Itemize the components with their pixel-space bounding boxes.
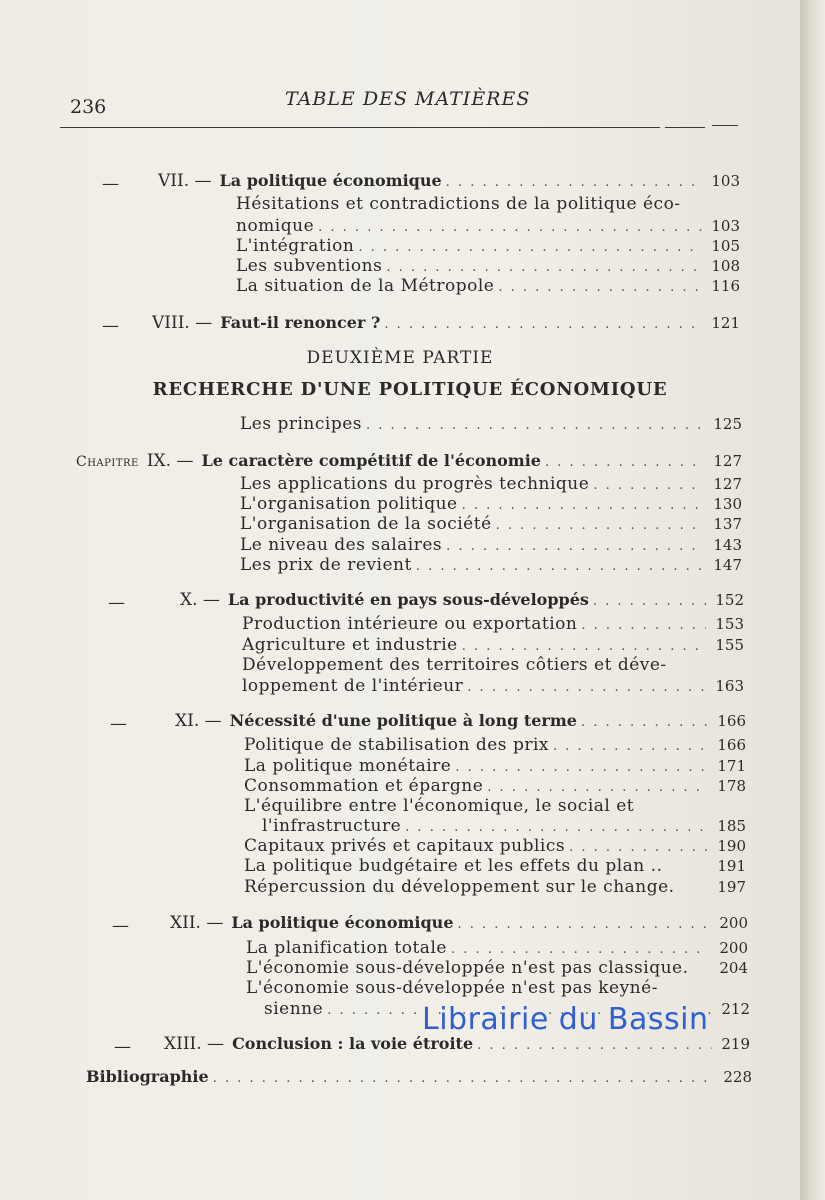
- entry-title: l'infrastructure: [262, 816, 402, 836]
- chapter-number: XIII. —: [164, 1034, 225, 1054]
- toc-entry: [236, 275, 740, 297]
- entry-title: La planification totale: [246, 938, 447, 958]
- page-ref: 191: [717, 857, 746, 875]
- entry-title: Politique de stabilisation des prix: [244, 735, 549, 755]
- page-ref: 200: [719, 914, 748, 932]
- toc-entry: [244, 775, 746, 797]
- toc-bibliography: [86, 1066, 752, 1088]
- chapter-dash: —: [102, 174, 119, 194]
- dot-leader: [213, 1068, 714, 1090]
- toc-chapter-viii: [152, 312, 740, 334]
- page-ref: 204: [719, 959, 748, 977]
- chapter-dash: —: [110, 714, 127, 734]
- dot-leader: [545, 452, 704, 474]
- chapter-dash: —: [102, 316, 119, 336]
- chapter-title: Nécessité d'une politique à long terme: [229, 711, 577, 730]
- chapter-dash: —: [112, 916, 129, 936]
- part-title: RECHERCHE D'UNE POLITIQUE ÉCONOMIQUE: [152, 379, 668, 400]
- chapter-number: XI. —: [175, 711, 222, 731]
- entry-title: Capitaux privés et capitaux publics: [244, 836, 566, 856]
- chapter-number: XII. —: [170, 913, 224, 933]
- page-ref: 219: [721, 1035, 750, 1053]
- page-ref: 190: [717, 837, 746, 855]
- toc-entry: [240, 473, 742, 495]
- entry-title: nomique: [236, 216, 315, 236]
- header-rule-segment: [665, 127, 705, 128]
- entry-title: L'organisation de la société: [240, 514, 492, 534]
- toc-chapter-xi: [175, 710, 746, 732]
- page-ref: 103: [711, 217, 740, 235]
- toc-chapter-vii: [158, 170, 740, 192]
- dot-leader: [416, 556, 704, 578]
- page-ref: 197: [717, 878, 746, 896]
- toc-entry-line1: [246, 977, 748, 999]
- toc-entry: [242, 675, 744, 697]
- toc-entry: [242, 613, 744, 635]
- header-rule: [60, 127, 660, 128]
- entry-title: La situation de la Métropole: [236, 276, 495, 296]
- page-ref: 200: [719, 939, 748, 957]
- chapter-number: VII. —: [158, 171, 212, 191]
- toc-chapter-ix: [76, 450, 742, 472]
- toc-chapter-xii: [170, 912, 748, 934]
- chapter-label: Chapitre: [76, 454, 139, 470]
- page-ref: 212: [721, 1000, 750, 1018]
- dot-leader: [467, 677, 706, 699]
- toc-entry: [244, 734, 746, 756]
- chapter-title: Faut-il renoncer ?: [220, 313, 381, 332]
- page-ref: 166: [717, 736, 746, 754]
- page-ref: 185: [717, 817, 746, 835]
- dot-leader: [593, 591, 706, 613]
- watermark: Librairie du Bassin: [422, 1002, 709, 1037]
- entry-title: Le niveau des salaires: [240, 535, 443, 555]
- running-head: [0, 88, 800, 118]
- page-number: 236: [70, 96, 107, 118]
- page-ref: 121: [711, 314, 740, 332]
- entry-title-line1: Développement des territoires côtiers et déve-: [242, 655, 667, 675]
- toc-entry: [262, 815, 746, 837]
- toc-entry: [244, 855, 746, 877]
- toc-entry: [244, 835, 746, 857]
- bibliography-title: Bibliographie: [86, 1067, 209, 1086]
- chapter-title: Le caractère compétitif de l'économie: [201, 451, 541, 470]
- entry-title: L'intégration: [236, 236, 355, 256]
- chapter-title: Conclusion : la voie étroite: [232, 1034, 474, 1053]
- page-ref: 127: [713, 475, 742, 493]
- chapter-title: La politique économique: [219, 171, 442, 190]
- toc-entry: [246, 937, 748, 959]
- toc-entry-line1: [244, 795, 746, 817]
- page-ref: 155: [715, 636, 744, 654]
- page-ref: 103: [711, 172, 740, 190]
- entry-title-line1: L'économie sous-développée n'est pas keyné-: [246, 978, 658, 998]
- dot-leader: [581, 712, 708, 734]
- chapter-dash: —: [114, 1037, 131, 1057]
- toc-entry: [244, 876, 746, 898]
- page-ref: 143: [713, 536, 742, 554]
- page-ref: 166: [717, 712, 746, 730]
- entry-title: Production intérieure ou exportation: [242, 614, 578, 634]
- page-ref: 137: [713, 515, 742, 533]
- toc-entry: [236, 255, 740, 277]
- entry-title: loppement de l'intérieur: [242, 676, 464, 696]
- toc-entry: [246, 957, 748, 979]
- chapter-number: X. —: [180, 590, 220, 610]
- toc-entry-line1: [236, 193, 740, 215]
- page-ref: 108: [711, 257, 740, 275]
- page-edge: [800, 0, 825, 1200]
- entry-title: Les prix de revient: [240, 555, 412, 575]
- page-ref: 171: [717, 757, 746, 775]
- toc-entry: [240, 493, 742, 515]
- dot-leader: [384, 314, 702, 336]
- entry-title: La politique budgétaire et les effets du plan ..: [244, 856, 663, 876]
- entry-title: Consommation et épargne: [244, 776, 484, 796]
- toc-entry: [240, 513, 742, 535]
- header-title: TABLE DES MATIÈRES: [285, 88, 531, 110]
- entry-title: La politique monétaire: [244, 756, 452, 776]
- page-ref: 152: [715, 591, 744, 609]
- toc-entry-line1: [242, 654, 744, 676]
- dot-leader: [498, 277, 702, 299]
- chapter-number: VIII. —: [152, 313, 213, 333]
- chapter-title: La politique économique: [231, 913, 454, 932]
- toc-entry: [240, 534, 742, 556]
- chapter-number: IX. —: [146, 451, 194, 471]
- chapter-dash: —: [108, 593, 125, 613]
- dot-leader: [446, 172, 702, 194]
- entry-title: Les subventions: [236, 256, 383, 276]
- page-ref: 127: [713, 452, 742, 470]
- toc-entry: [240, 554, 742, 576]
- toc-entry: [236, 215, 740, 237]
- dot-leader: [366, 415, 704, 437]
- part-heading: DEUXIÈME PARTIE: [306, 348, 494, 368]
- dot-leader: [477, 1035, 712, 1057]
- toc-entry: [236, 235, 740, 257]
- header-rule-segment: [712, 125, 738, 126]
- entry-title: Répercussion du développement sur le change.: [244, 877, 675, 897]
- toc-entry: [240, 413, 742, 435]
- toc-entry: [242, 634, 744, 656]
- entry-title: sienne: [264, 999, 324, 1019]
- toc-chapter-x: [180, 589, 744, 611]
- page-ref: 228: [723, 1068, 752, 1086]
- page-ref: 163: [715, 677, 744, 695]
- page-ref: 125: [713, 415, 742, 433]
- entry-title: Les principes: [240, 414, 362, 434]
- toc-entry: [244, 755, 746, 777]
- page-ref: 116: [711, 277, 740, 295]
- entry-title: Les applications du progrès technique: [240, 474, 590, 494]
- entry-title-line1: L'équilibre entre l'économique, le social et: [244, 796, 635, 816]
- page-ref: 130: [713, 495, 742, 513]
- chapter-title: La productivité en pays sous-développés: [227, 590, 589, 609]
- entry-title: L'économie sous-développée n'est pas classique.: [246, 958, 689, 978]
- page-ref: 178: [717, 777, 746, 795]
- page-ref: 105: [711, 237, 740, 255]
- entry-title: Agriculture et industrie: [242, 635, 458, 655]
- page-ref: 153: [715, 615, 744, 633]
- dot-leader: [458, 914, 711, 936]
- entry-title-line1: Hésitations et contradictions de la politique éco-: [236, 194, 681, 214]
- page-ref: 147: [713, 556, 742, 574]
- entry-title: L'organisation politique: [240, 494, 458, 514]
